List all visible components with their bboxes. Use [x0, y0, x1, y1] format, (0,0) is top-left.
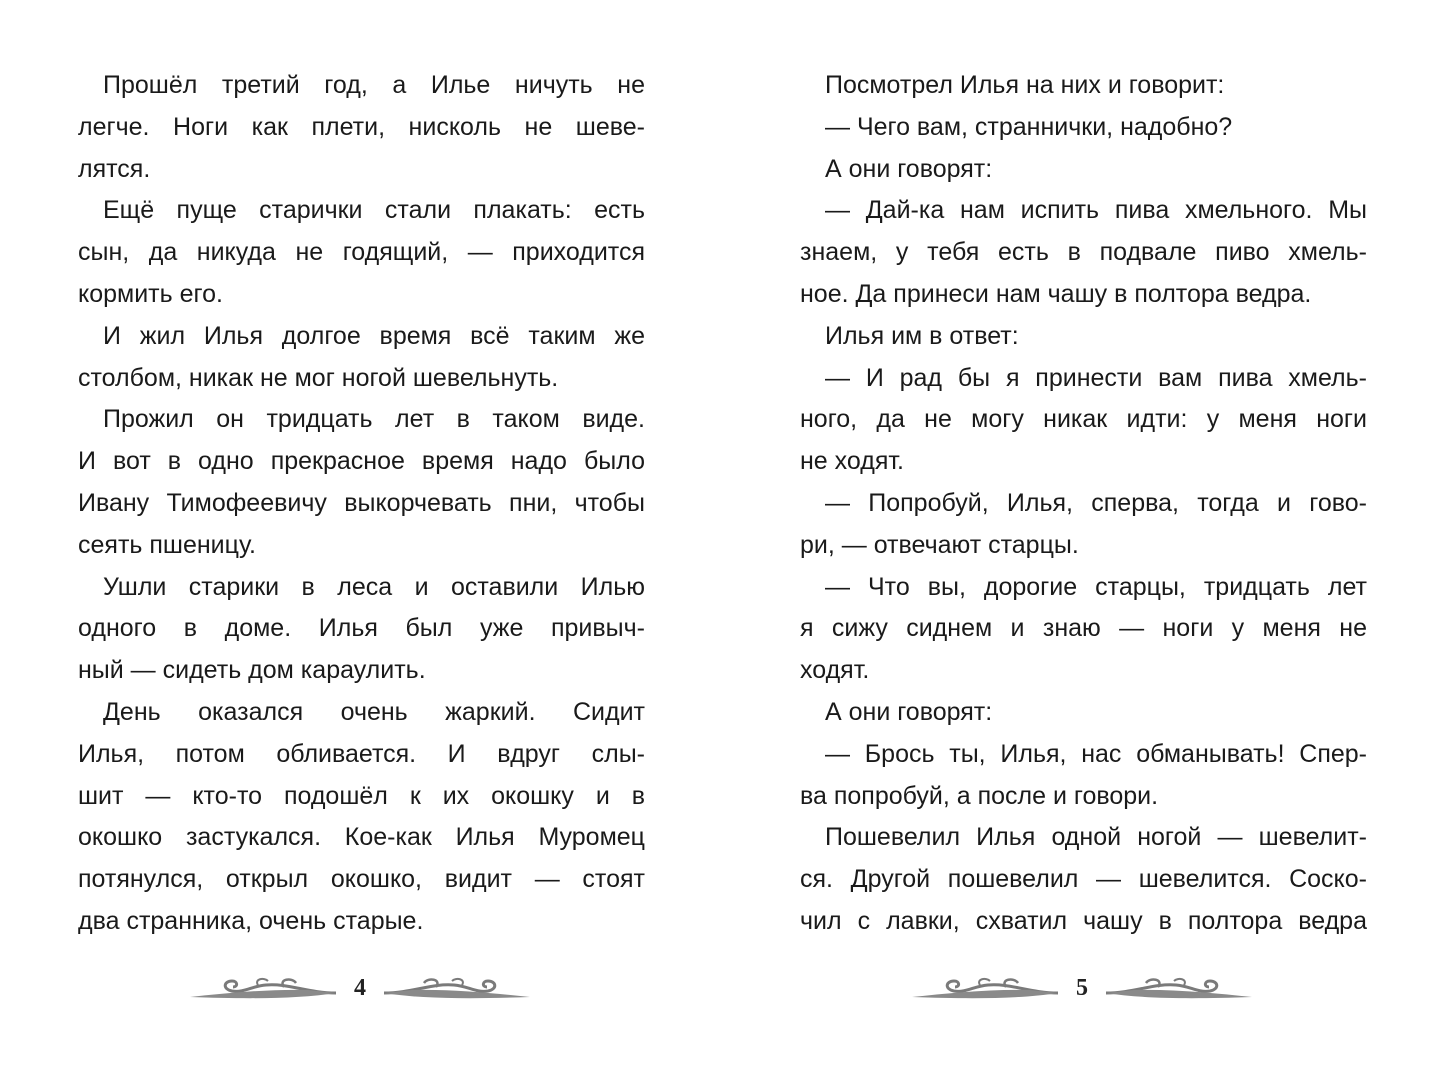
text-line: И вот в одно прекрасное время надо было	[78, 447, 645, 476]
right-page-text	[800, 65, 1367, 943]
page-number: 5	[1076, 975, 1088, 1001]
text-line: Ушли старики в леса и оставили Илью	[103, 572, 645, 601]
text-line: — Что вы, дорогие старцы, тридцать лет	[825, 572, 1367, 601]
text-line: ся. Другой пошевелил — шевелится. Соско-	[800, 865, 1367, 894]
text-line: ное. Да принеси нам чашу в полтора ведра.	[800, 279, 1312, 308]
left-page-footer	[180, 968, 540, 1008]
text-line: А они говорят:	[825, 154, 993, 183]
left-page-text	[78, 65, 645, 943]
text-line: ного, да не могу никак идти: у меня ноги	[800, 405, 1367, 434]
page-number: 4	[354, 975, 366, 1001]
text-line: сын, да никуда не годящий, — приходится	[78, 238, 645, 267]
text-line: потянулся, открыл окошко, видит — стоят	[78, 865, 645, 894]
text-line: Посмотрел Илья на них и говорит:	[825, 71, 1225, 99]
flourish-ornament-icon	[1104, 975, 1254, 1001]
text-line: знаем, у тебя есть в подвале пиво хмель-	[800, 238, 1367, 267]
text-line: — Попробуй, Илья, сперва, тогда и гово-	[825, 488, 1367, 517]
text-line: Илья им в ответ:	[825, 321, 1019, 350]
text-line: одного в доме. Илья был уже привыч-	[78, 614, 645, 643]
text-line: легче. Ноги как плети, нисколь не шеве-	[78, 112, 645, 141]
text-line: — И рад бы я принести вам пива хмель-	[825, 363, 1367, 392]
flourish-ornament-icon	[188, 975, 338, 1001]
text-line: ный — сидеть дом караулить.	[78, 656, 426, 685]
text-line: шит — кто-то подошёл к их окошку и в	[78, 781, 645, 810]
text-line: Пошевелил Илья одной ногой — шевелит-	[825, 823, 1367, 852]
text-line: ва попробуй, а после и говори.	[800, 781, 1159, 810]
flourish-ornament-icon	[910, 975, 1060, 1001]
text-line: ри, — отвечают старцы.	[800, 530, 1079, 559]
text-line: лятся.	[78, 154, 151, 183]
right-page-footer	[902, 968, 1262, 1008]
text-line: Прожил он тридцать лет в таком виде.	[103, 405, 645, 434]
text-line: — Дай-ка нам испить пива хмельного. Мы	[825, 196, 1367, 225]
left-page	[0, 0, 722, 1083]
right-page	[722, 0, 1445, 1083]
text-line: Ивану Тимофеевичу выкорчевать пни, чтобы	[78, 488, 645, 517]
text-line: ходят.	[800, 656, 870, 685]
text-line: А они говорят:	[825, 697, 993, 726]
text-line: День оказался очень жаркий. Сидит	[103, 697, 645, 726]
text-line: кормить его.	[78, 279, 223, 308]
text-line: Прошёл третий год, а Илье ничуть не	[103, 71, 645, 99]
text-line: Ещё пуще старички стали плакать: есть	[103, 196, 645, 225]
text-line: сеять пшеницу.	[78, 530, 256, 559]
text-line: не ходят.	[800, 447, 904, 476]
text-line: столбом, никак не мог ногой шевельнуть.	[78, 363, 559, 392]
text-line: чил с лавки, схватил чашу в полтора ведра	[800, 906, 1367, 935]
text-line: — Чего вам, страннички, надобно?	[825, 112, 1233, 141]
text-line: я сижу сиднем и знаю — ноги у меня не	[800, 614, 1367, 643]
text-line: окошко застукался. Кое-как Илья Муромец	[78, 823, 645, 852]
text-line: И жил Илья долгое время всё таким же	[103, 321, 645, 350]
flourish-ornament-icon	[382, 975, 532, 1001]
text-line: — Брось ты, Илья, нас обманывать! Спер-	[825, 739, 1367, 768]
text-line: Илья, потом обливается. И вдруг слы-	[78, 739, 645, 768]
text-line: два странника, очень старые.	[78, 906, 424, 935]
